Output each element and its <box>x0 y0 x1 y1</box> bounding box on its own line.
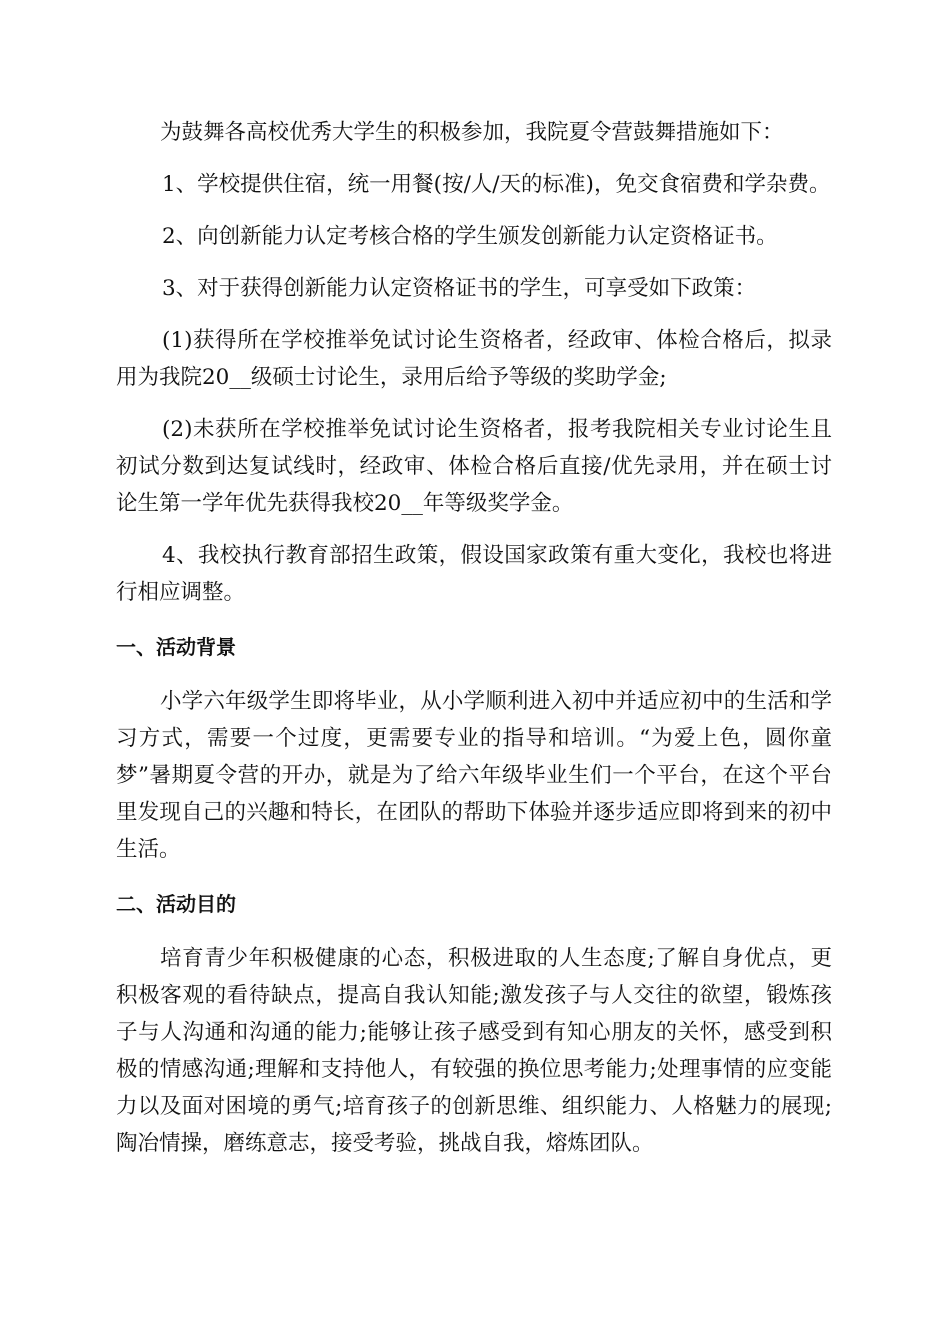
section-heading-background: 一、活动背景 <box>116 635 236 659</box>
purpose-paragraph: 培育青少年积极健康的心态，积极进取的人生态度;了解自身优点，更积极客观的看待缺点，提高自我认知能;激发孩子与人交往的欲望，锻炼孩子与人沟通和沟通的能力;能够让孩子感受到有知心朋友的关怀，感受到积极的情感沟通;理解和支持他人，有较强的换位思考能力;处理事情的应变能力以及面对困境的勇气;培育孩子的创新思维、组织能力、人格魅力的展现;陶冶情操，磨练意志，接受考验，挑战自我，熔炼团队。 <box>116 946 832 1156</box>
measure-item-2: 2、向创新能力认定考核合格的学生颁发创新能力认定资格证书。 <box>162 224 778 249</box>
policy-item-1: (1)获得所在学校推举免试讨论生资格者，经政审、体检合格后，拟录用为我院20__级硕士讨论生，录用后给予等级的奖助学金; <box>116 328 832 390</box>
measure-item-4: 4、我校执行教育部招生政策，假设国家政策有重大变化，我校也将进行相应调整。 <box>116 543 832 605</box>
background-paragraph: 小学六年级学生即将毕业，从小学顺利进入初中并适应初中的生活和学习方式，需要一个过度，更需要专业的指导和培训。“为爱上色，圆你童梦”暑期夏令营的开办，就是为了给六年级毕业生们一个平台，在这个平台里发现自己的兴趣和特长，在团队的帮助下体验并逐步适应即将到来的初中生活。 <box>116 689 832 862</box>
measure-item-3: 3、对于获得创新能力认定资格证书的学生，可享受如下政策： <box>162 276 757 301</box>
policy-item-2: (2)未获所在学校推举免试讨论生资格者，报考我院相关专业讨论生且初试分数到达复试线时，经政审、体检合格后直接/优先录用，并在硕士讨论生第一学年优先获得我校20__年等级奖学金。 <box>116 417 832 516</box>
document-body <box>116 114 832 1177</box>
intro-paragraph: 为鼓舞各高校优秀大学生的积极参加，我院夏令营鼓舞措施如下： <box>160 120 784 145</box>
section-heading-purpose: 二、活动目的 <box>116 892 236 916</box>
measure-item-1: 1、学校提供住宿，统一用餐(按/人/天的标准)，免交食宿费和学杂费。 <box>162 172 831 197</box>
